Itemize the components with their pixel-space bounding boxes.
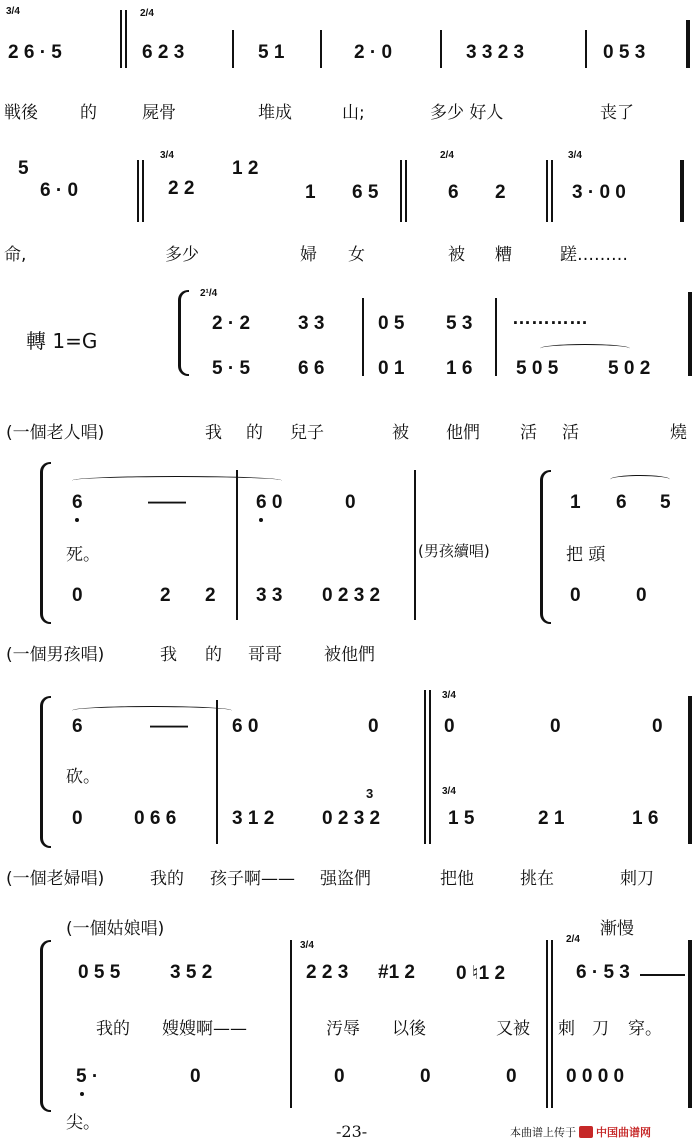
watermark-site: 中国曲谱网: [596, 1126, 651, 1139]
lyric: 孩子啊——: [210, 869, 295, 889]
note: 0: [368, 716, 379, 737]
time-signature: 2/4: [140, 8, 154, 19]
lyric: 兒子: [290, 423, 324, 443]
note: 5: [18, 158, 29, 179]
lyric: 多少: [165, 245, 199, 265]
note-group: 0 5 3: [603, 42, 646, 63]
note-group: 3 5 2: [170, 962, 213, 983]
lyric: 汚辱: [326, 1019, 360, 1039]
lyric: 把他: [440, 869, 474, 889]
lyric: 婦: [300, 245, 317, 265]
lyric: 活: [562, 423, 579, 443]
lyric: 把 頭: [566, 545, 606, 565]
lyric: 戦後: [4, 103, 38, 123]
lyric: 我: [160, 645, 177, 665]
note: 0: [420, 1066, 431, 1087]
note: 0: [72, 585, 83, 606]
note: 0: [570, 585, 581, 606]
note-group: 0 ♮1 2: [456, 963, 506, 984]
page-number: -23-: [336, 1122, 368, 1141]
note-group: 0 0 0 0: [566, 1066, 625, 1087]
note-group: 1 5: [448, 808, 475, 829]
note-group: 3 1 2: [232, 808, 275, 829]
note: 0: [550, 716, 561, 737]
note-group: 6 6: [298, 358, 325, 379]
singer-label: (一個男孩唱): [6, 645, 105, 665]
lyric: 穿。: [628, 1019, 662, 1039]
note-group: 1 6: [632, 808, 659, 829]
note-group: #1 2: [378, 962, 415, 983]
note-group: 5 1: [258, 42, 285, 63]
lyric: 屍骨: [142, 103, 176, 123]
note: 0: [345, 492, 356, 513]
lyric: 嫂嫂啊——: [162, 1019, 247, 1039]
note: 1: [570, 492, 581, 513]
note: 0: [444, 716, 455, 737]
lyric: 的: [80, 103, 97, 123]
note-group: 3 3: [298, 313, 325, 334]
lyric: 燒: [670, 423, 687, 443]
note: 5: [660, 492, 671, 513]
lyric: 堆成: [258, 103, 292, 123]
lyric: 的: [246, 423, 263, 443]
lyric: 我的: [150, 869, 184, 889]
watermark: [510, 1124, 651, 1140]
note-group: 3 3: [256, 585, 283, 606]
note-group: 0 1: [378, 358, 405, 379]
note: 6: [72, 492, 83, 513]
note-group: 5 0 5: [516, 358, 559, 379]
note-group: 5 · 5: [212, 358, 251, 379]
note-group: 6 0: [232, 716, 259, 737]
lyric: 蹉………: [560, 245, 628, 265]
note: 2: [495, 182, 506, 203]
note-group: 0 5 5: [78, 962, 121, 983]
note-group: 6 · 0: [40, 180, 79, 201]
lyric: 哥哥: [248, 645, 282, 665]
time-signature: 3/4: [442, 786, 456, 797]
time-signature: 3/4: [160, 150, 174, 161]
lyric: 命,: [4, 245, 27, 265]
triplet-mark: 3: [366, 786, 374, 801]
key-change: 轉 1=G: [26, 329, 98, 353]
note-group: 2 2 3: [306, 962, 349, 983]
lyric: 丧了: [600, 103, 634, 123]
note: 0: [334, 1066, 345, 1087]
note-group: 3 · 0 0: [572, 182, 626, 203]
note-group: 2 1: [538, 808, 565, 829]
lyric: 又被: [496, 1019, 530, 1039]
note-group: 6 5: [352, 182, 379, 203]
note: 1: [305, 182, 316, 203]
lyric: 活: [520, 423, 537, 443]
note-group: 6 0: [256, 492, 283, 513]
note-group: 1 6: [446, 358, 473, 379]
note-group: 2 6 · 5: [8, 42, 62, 63]
singer-label: (一個老人唱): [6, 423, 105, 443]
lyric: 女: [348, 245, 365, 265]
lyric: 的: [205, 645, 222, 665]
lyric: 糟: [495, 245, 512, 265]
note-group: 0 2 3 2: [322, 808, 381, 829]
logo-icon: [579, 1126, 593, 1138]
lyric: 我的: [96, 1019, 130, 1039]
note: 2: [160, 585, 171, 606]
note: 6: [72, 716, 83, 737]
lyric: 多少 好人: [430, 103, 504, 123]
dash: ——: [150, 716, 188, 737]
lyric: 被: [392, 423, 409, 443]
time-signature: 3/4: [568, 150, 582, 161]
note: 0: [190, 1066, 201, 1087]
lyric: 被: [448, 245, 465, 265]
lyric: 强盗們: [320, 869, 371, 889]
watermark-text: 本曲谱上传于: [510, 1126, 576, 1139]
note: 6: [616, 492, 627, 513]
lyric: 刀: [592, 1019, 609, 1039]
note-group: 0 6 6: [134, 808, 177, 829]
note: 6: [448, 182, 459, 203]
lyric: 刺刀: [620, 869, 654, 889]
continuation: …………: [512, 308, 588, 329]
lyric: 砍。: [66, 767, 100, 787]
note: 0: [506, 1066, 517, 1087]
note-group: 5 3: [446, 313, 473, 334]
lyric: 我: [205, 423, 222, 443]
note: 0: [72, 808, 83, 829]
note-group: 6 2 3: [142, 42, 185, 63]
time-signature: 3/4: [442, 690, 456, 701]
singer-label: (一個姑娘唱): [66, 919, 165, 939]
lyric: 以後: [392, 1019, 426, 1039]
lyric: 挑在: [520, 869, 554, 889]
time-signature: 2¹/4: [200, 288, 218, 299]
note-group: 5 0 2: [608, 358, 651, 379]
note: 0: [636, 585, 647, 606]
lyric: 刺: [558, 1019, 575, 1039]
singer-label: (男孩續唱): [418, 542, 490, 560]
lyric: 死。: [66, 545, 100, 565]
time-signature: 2/4: [566, 934, 580, 945]
note-group: 6 · 5 3: [576, 962, 630, 983]
time-signature: 3/4: [300, 940, 314, 951]
note-group: 5 ·: [76, 1066, 99, 1087]
note-group: 1 2: [232, 158, 259, 179]
lyric: 尖。: [66, 1113, 100, 1133]
time-signature: 2/4: [440, 150, 454, 161]
note-group: 0 2 3 2: [322, 585, 381, 606]
lyric: 被他們: [324, 645, 375, 665]
note-group: 0 5: [378, 313, 405, 334]
tempo-marking: 漸慢: [600, 919, 634, 939]
singer-label: (一個老婦唱): [6, 869, 105, 889]
time-signature: 3/4: [6, 6, 20, 17]
note-group: 2 · 2: [212, 313, 251, 334]
note: 0: [652, 716, 663, 737]
lyric: 他們: [446, 423, 480, 443]
lyric: 山;: [342, 103, 365, 123]
note-group: 3 3 2 3: [466, 42, 525, 63]
note-group: 2 · 0: [354, 42, 393, 63]
dash: ——: [148, 492, 186, 513]
note-group: 2 2: [168, 178, 195, 199]
note: 2: [205, 585, 216, 606]
